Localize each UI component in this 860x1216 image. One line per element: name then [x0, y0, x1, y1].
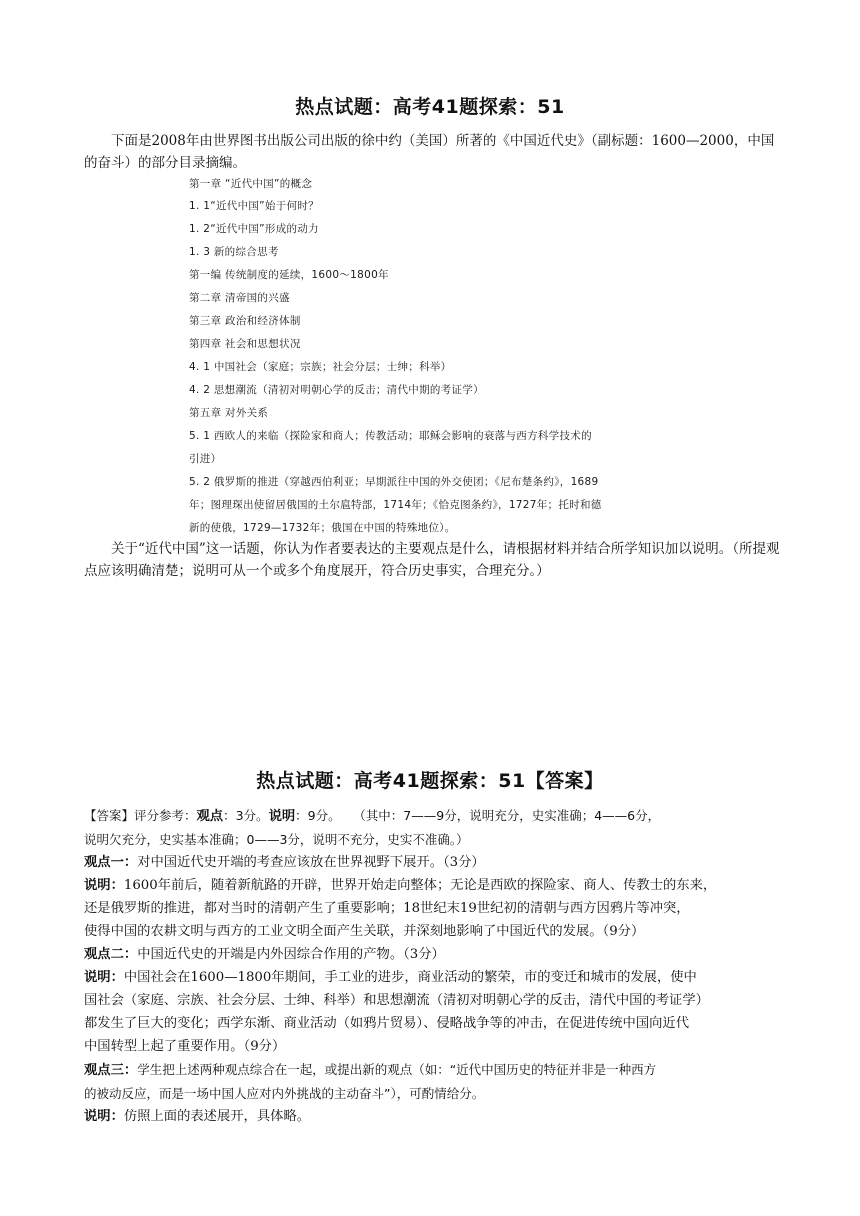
- toc-line: 1. 3 新的综合思考: [189, 246, 279, 258]
- toc-line: 新的使俄，1729—1732年；俄国在中国的特殊地位）。: [189, 522, 456, 534]
- toc-line: 5. 2 俄罗斯的推进（穿越西伯利亚；早期派往中国的外交使团；《尼布楚条约》，1689: [189, 476, 599, 488]
- viewpoint-two: 观点二：中国近代史的开端是内外因综合作用的产物。（3分）: [84, 947, 445, 962]
- viewpoint-three: 观点三：学生把上述两种观点综合在一起，或提出新的观点（如：“近代中国历史的特征并非是一种西方: [84, 1062, 657, 1078]
- explanation-two-line: 国社会（家庭、宗族、社会分层、士绅、科举）和思想潮流（清初对明朝心学的反击，清代中国的考证学）: [84, 993, 709, 1008]
- question-prompt: 关于“近代中国”这一话题，你认为作者要表达的主要观点是什么，请根据材料并结合所学知识加以说明。（所提观点应该明确清楚；说明可从一个或多个角度展开，符合历史事实，合理充分。）: [84, 541, 780, 579]
- answer-title: 热点试题：高考41题探索：51【答案】: [256, 770, 604, 792]
- viewpoint-one: 观点一：对中国近代史开端的考查应该放在世界视野下展开。（3分）: [84, 855, 485, 870]
- toc-line: 第一编 传统制度的延续，1600～1800年: [189, 269, 389, 281]
- explanation-two-line: 中国转型上起了重要作用。（9分）: [84, 1039, 286, 1054]
- toc-line: 年；图理琛出使留居俄国的土尔扈特部，1714年；《恰克图条约》，1727年；托时和德: [189, 499, 602, 511]
- answer-body: [84, 804, 784, 1128]
- toc-line: 4. 1 中国社会（家庭；宗族；社会分层；士绅；科举）: [189, 361, 452, 373]
- toc-line: 第四章 社会和思想状况: [189, 338, 301, 350]
- explanation-three: 说明：仿照上面的表述展开，具体略。: [84, 1109, 311, 1124]
- toc-line: 第三章 政治和经济体制: [189, 315, 301, 327]
- explanation-one-line: 还是俄罗斯的推进，都对当时的清朝产生了重要影响；18世纪末19世纪初的清朝与西方因鸦片等冲突，: [84, 901, 690, 916]
- toc-line: 第五章 对外关系: [189, 407, 269, 419]
- toc-line: 引进）: [189, 453, 222, 465]
- explanation-one-line: 使得中国的农耕文明与西方的工业文明全面产生关联，并深刻地影响了中国近代的发展。（9分）: [84, 924, 645, 939]
- toc-line: 4. 2 思想潮流（清初对明朝心学的反击；清代中期的考证学）: [189, 384, 484, 396]
- toc-line: 1. 1“近代中国”始于何时？: [189, 200, 319, 212]
- scoring-reference: 【答案】评分参考：观点：3分。说明：9分。 （其中：7——9分，说明充分，史实准确；4——6分，: [84, 808, 661, 824]
- explanation-two: 说明：中国社会在1600—1800年期间，手工业的进步，商业活动的繁荣，市的变迁和城市的发展，使中: [84, 970, 697, 985]
- toc-line: 5. 1 西欧人的来临（探险家和商人；传教活动；耶稣会影响的衰落与西方科学技术的: [189, 430, 592, 442]
- scoring-reference-cont: 说明欠充分，史实基本准确；0——3分，说明不充分，史实不准确。）: [84, 832, 469, 847]
- toc-line: 第二章 清帝国的兴盛: [189, 292, 290, 304]
- toc-line: 1. 2“近代中国”形成的动力: [189, 223, 319, 235]
- viewpoint-three-line: 的被动反应，而是一场中国人应对内外挑战的主动奋斗”），可酌情给分。: [84, 1086, 485, 1101]
- question-title: 热点试题：高考41题探索：51: [295, 96, 565, 118]
- question-intro: 下面是2008年由世界图书出版公司出版的徐中约（美国）所著的《中国近代史》（副标题：1600—2000，中国的奋斗）的部分目录摘编。: [84, 133, 775, 171]
- explanation-one: 说明：1600年前后，随着新航路的开辟，世界开始走向整体；无论是西欧的探险家、商人、传教士的东来，: [84, 878, 717, 893]
- explanation-two-line: 都发生了巨大的变化；西学东渐、商业活动（如鸦片贸易）、侵略战争等的冲击，在促进传统中国向近代: [84, 1016, 690, 1031]
- toc-line: 第一章 “近代中国”的概念: [189, 178, 313, 190]
